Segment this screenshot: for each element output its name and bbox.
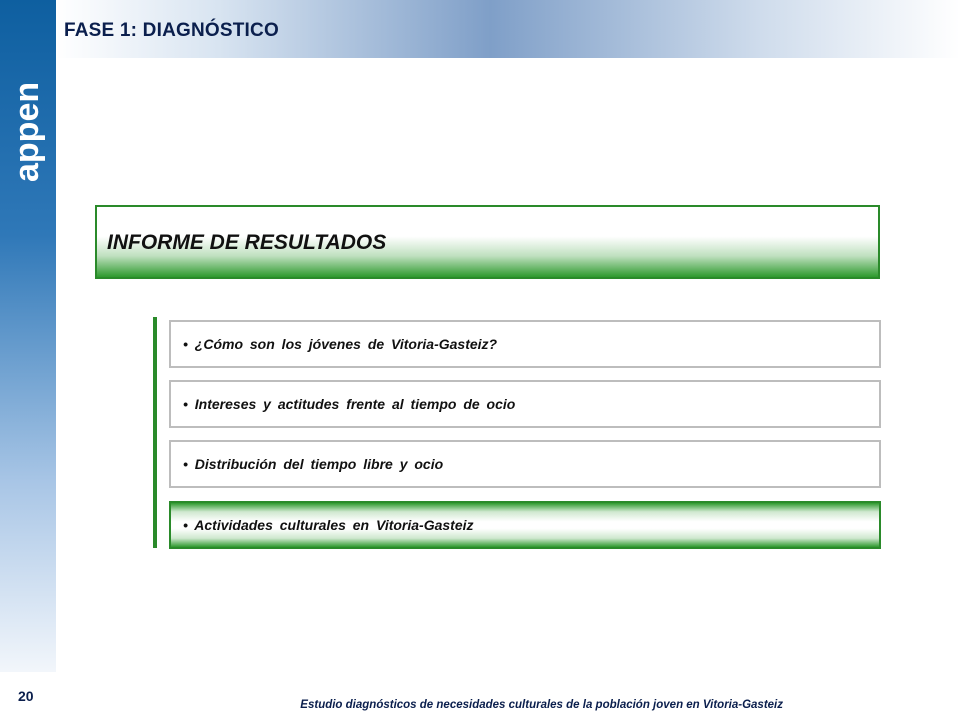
section-title: INFORME DE RESULTADOS <box>107 231 387 254</box>
list-item <box>169 440 881 488</box>
list-item <box>169 380 881 428</box>
list-item-label: • Intereses y actitudes frente al tiempo de ocio <box>183 396 516 412</box>
list-item-label: • Distribución del tiempo libre y ocio <box>183 456 444 472</box>
list-item <box>169 320 881 368</box>
list-item-label: • Actividades culturales en Vitoria-Gasteiz <box>183 517 474 533</box>
appen-logo <box>4 66 52 184</box>
phase-title: FASE 1: DIAGNÓSTICO <box>64 20 279 41</box>
items-connector-line <box>153 317 157 548</box>
list-item-highlighted <box>169 501 881 549</box>
brand-sidebar <box>0 0 56 672</box>
page-number: 20 <box>18 688 34 704</box>
list-item-label: • ¿Cómo son los jóvenes de Vitoria-Gasteiz? <box>183 336 498 352</box>
section-title-box <box>95 205 880 279</box>
appen-logo-text: appen <box>8 81 46 182</box>
footer-text: Estudio diagnósticos de necesidades culturales de la población joven en Vitoria-Gasteiz <box>300 699 783 711</box>
